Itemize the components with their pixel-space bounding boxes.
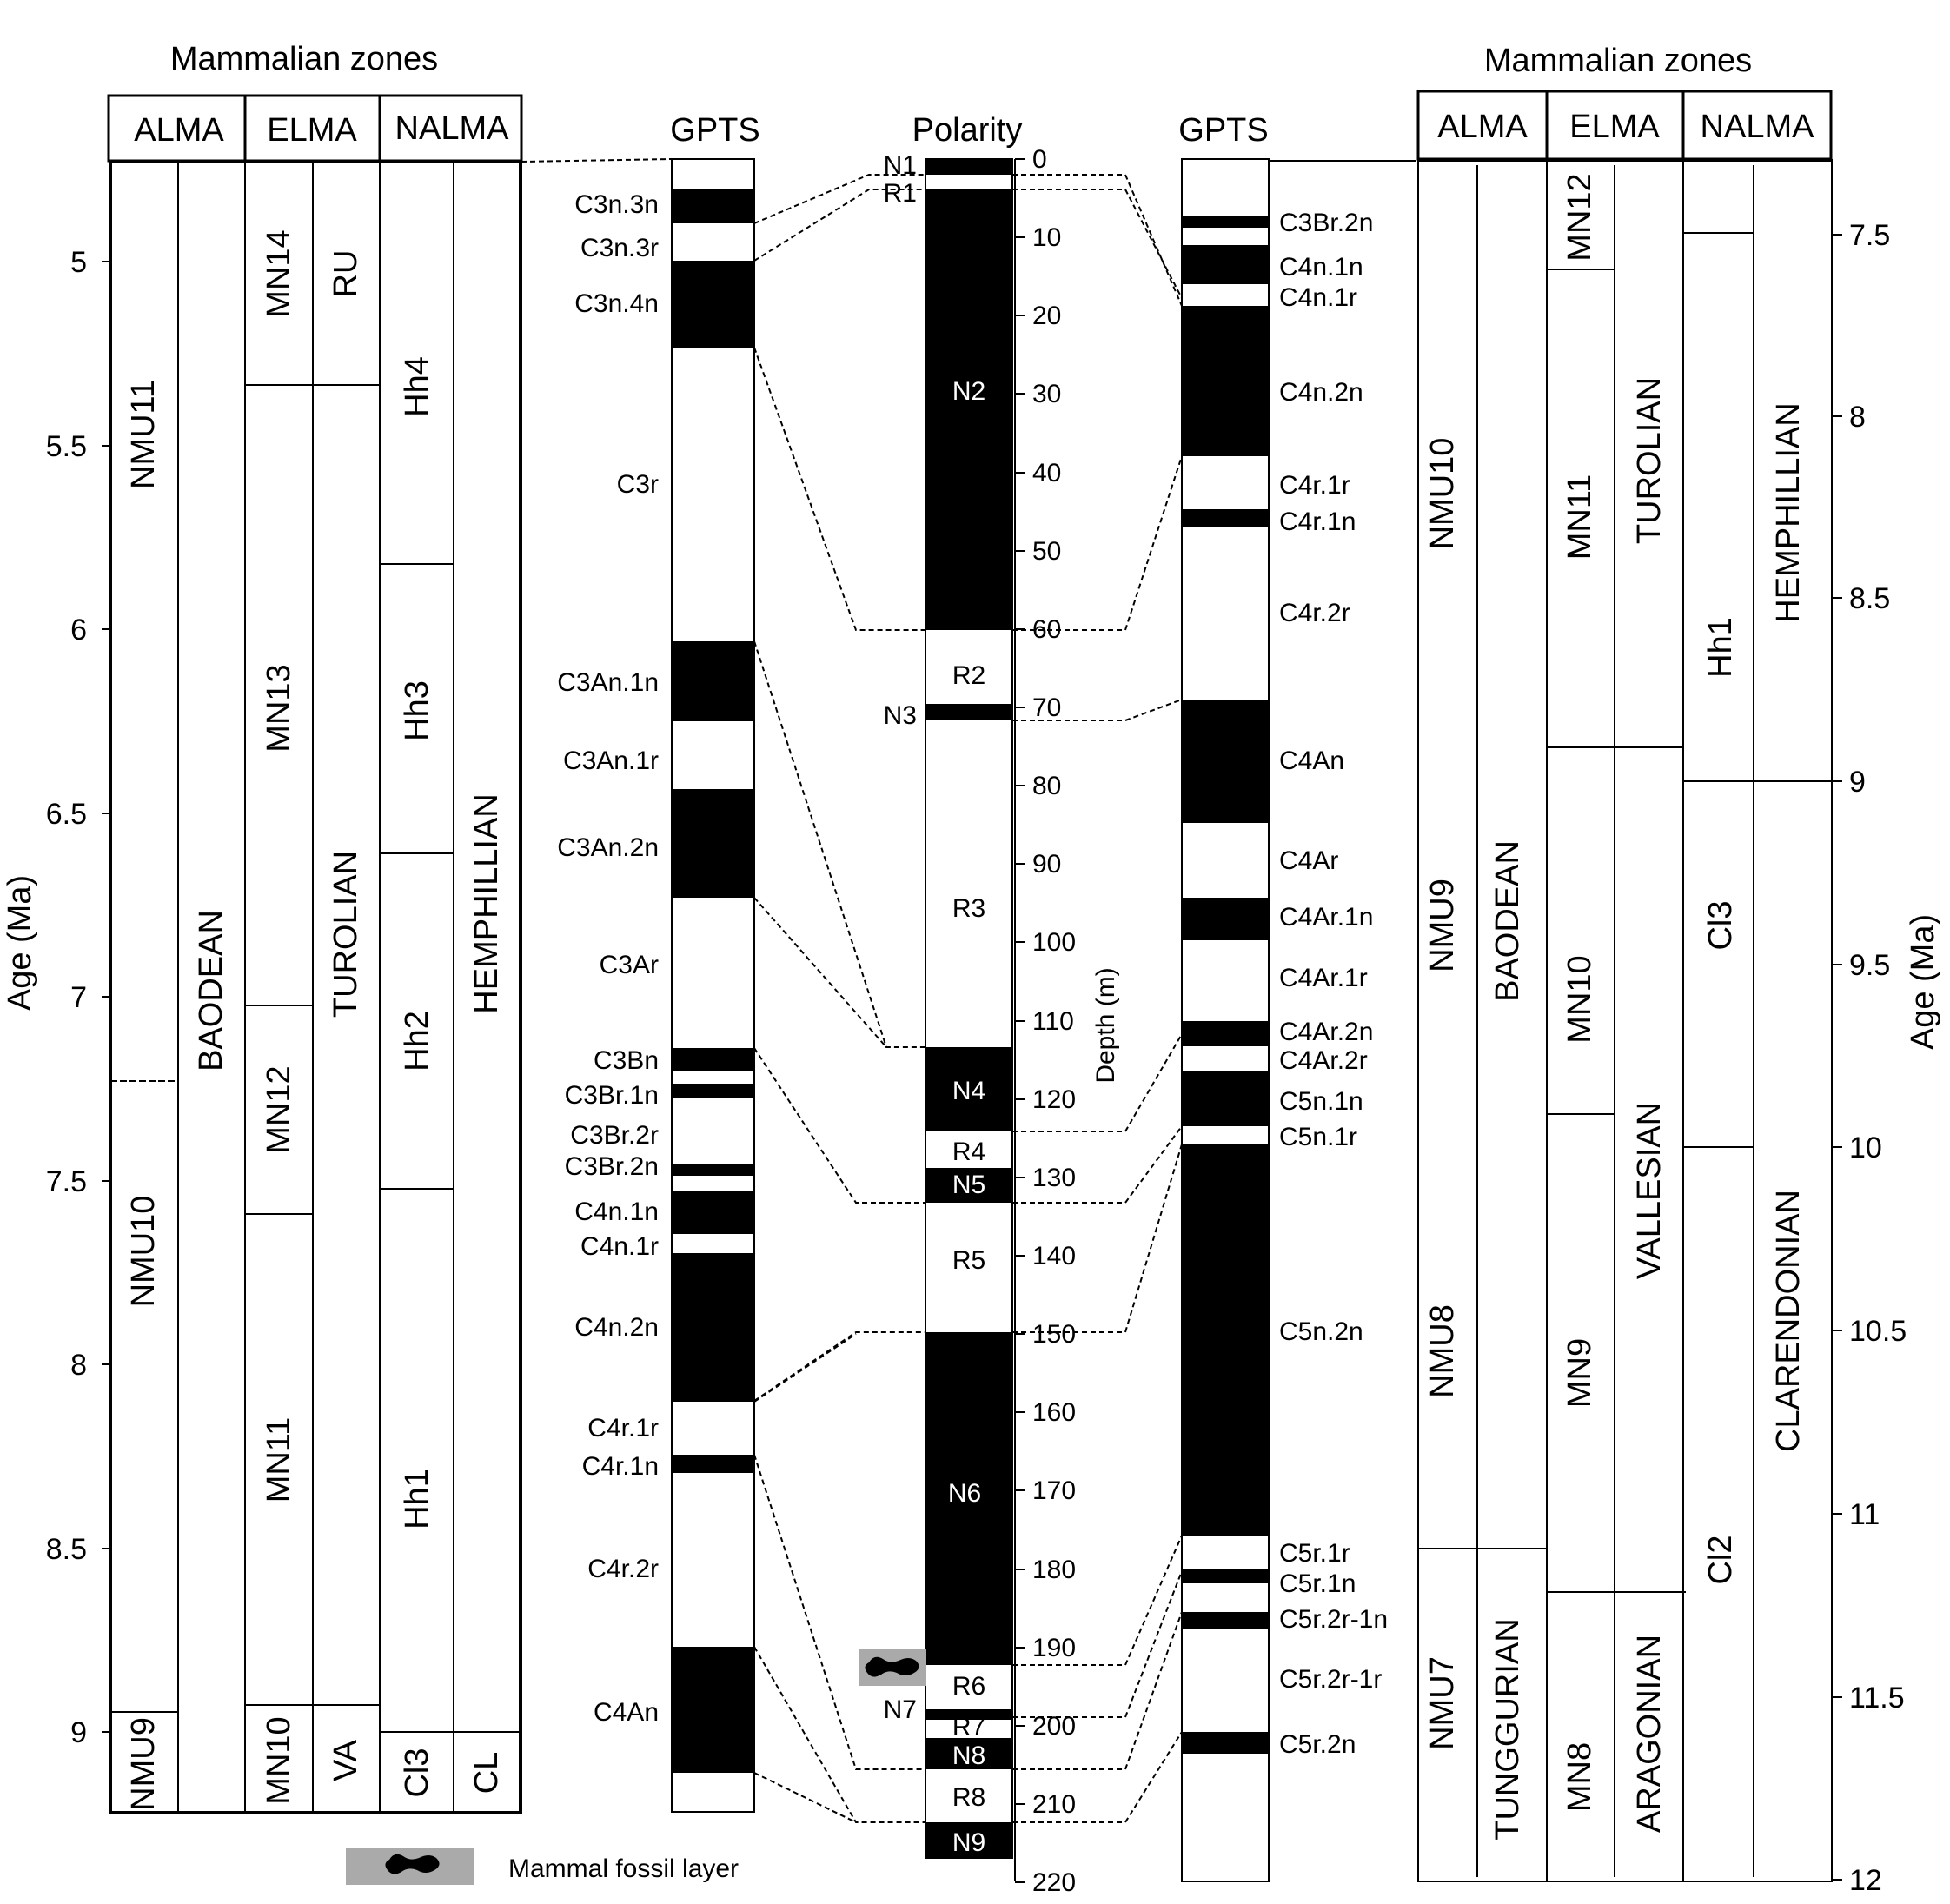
gpts-right-label: C5r.1r <box>1279 1539 1350 1568</box>
stage-cl: CL <box>468 1751 505 1795</box>
right-age-tick: 7.5 <box>1849 219 1891 252</box>
depth-tick: 0 <box>1032 145 1047 174</box>
chron-c3bn <box>672 1048 754 1071</box>
gpts-left-label: C3Br.2r <box>570 1121 659 1150</box>
depth-tick: 100 <box>1032 928 1077 957</box>
stage-hemphillian-left: HEMPHILLIAN <box>468 793 505 1014</box>
chron-c4r-1n <box>672 1455 754 1473</box>
right-header-nalma: NALMA <box>1700 109 1814 145</box>
polarity-label: R5 <box>952 1246 986 1275</box>
gpts-left-label: C3Br.2n <box>564 1152 659 1181</box>
zone-nmu9: NMU9 <box>125 1717 162 1811</box>
polarity-label: N4 <box>952 1077 986 1105</box>
depth-tick: 40 <box>1032 459 1062 488</box>
gpts-left-frame <box>672 159 754 1812</box>
chron-c3br-1n <box>672 1084 754 1098</box>
left-header-nalma: NALMA <box>395 110 509 147</box>
gpts-right-labels <box>1279 209 1388 1759</box>
polarity-label: N1 <box>883 151 917 180</box>
zone-nmu9-right: NMU9 <box>1424 879 1461 972</box>
chron-c4ar-1n-right <box>1182 898 1269 940</box>
chron-c4n-2n <box>672 1253 754 1402</box>
depth-tick: 190 <box>1032 1634 1077 1662</box>
gpts-left-label: C4r.2r <box>587 1555 659 1583</box>
chron-c4ar-2n-right <box>1182 1021 1269 1046</box>
chron-c5r-2n-right <box>1182 1732 1269 1754</box>
stage-clarendonian: CLARENDONIAN <box>1770 1190 1807 1452</box>
gpts-left-label: C3Br.1n <box>564 1081 659 1110</box>
legend-label: Mammal fossil layer <box>508 1854 740 1883</box>
left-age-tick-9: 9 <box>70 1716 87 1749</box>
depth-tick: 150 <box>1032 1320 1077 1349</box>
left-age-tick-6.5: 6.5 <box>45 798 87 831</box>
chron-c5r-1n-right <box>1182 1569 1269 1583</box>
zone-hh2: Hh2 <box>399 1011 435 1071</box>
depth-axis-label: Depth (m) <box>1091 967 1120 1084</box>
left-mammalian-zones <box>2 41 521 1813</box>
depth-tick: 210 <box>1032 1790 1077 1819</box>
polarity-column <box>859 112 1120 1897</box>
gpts-right-label: C5r.2r-1n <box>1279 1605 1389 1634</box>
zone-mn12: MN12 <box>261 1065 297 1154</box>
left-age-ticks <box>46 246 110 1749</box>
gpts-left-label: C3r <box>616 470 659 499</box>
right-axis-label: Age (Ma) <box>1905 913 1941 1051</box>
zone-nmu10-right: NMU10 <box>1424 437 1461 550</box>
chron-c3br-2n-right <box>1182 216 1269 228</box>
stage-tunggurian: TUNGGURIAN <box>1489 1618 1526 1841</box>
chron-c4n-1n <box>672 1191 754 1234</box>
left-age-tick-8: 8 <box>70 1349 87 1382</box>
stage-hemphillian-right: HEMPHILLIAN <box>1770 402 1807 623</box>
right-age-tick: 8.5 <box>1849 582 1891 615</box>
left-age-tick-8.5: 8.5 <box>45 1533 87 1566</box>
depth-tick: 110 <box>1032 1007 1074 1036</box>
polarity-label: N2 <box>952 377 986 406</box>
depth-ticks <box>1015 145 1076 1897</box>
zone-mn8-right: MN8 <box>1562 1741 1598 1813</box>
zone-mn10-right: MN10 <box>1562 955 1598 1044</box>
chron-c4r-1n-right <box>1182 509 1269 527</box>
chron-c3an-2n <box>672 789 754 898</box>
right-age-ticks <box>1832 219 1907 1897</box>
polarity-label: R8 <box>952 1783 986 1812</box>
depth-tick: 120 <box>1032 1085 1077 1114</box>
zone-mn13: MN13 <box>261 664 297 753</box>
gpts-right-label: C4An <box>1279 746 1345 775</box>
zone-mn14: MN14 <box>261 229 297 318</box>
depth-tick: 50 <box>1032 537 1062 566</box>
zone-nmu7-right: NMU7 <box>1424 1656 1461 1750</box>
left-panel-title: Mammalian zones <box>169 41 439 77</box>
gpts-right-label: C4r.2r <box>1279 599 1350 627</box>
depth-tick: 170 <box>1032 1476 1077 1505</box>
gpts-right-label: C3Br.2n <box>1279 209 1374 237</box>
left-axis-label: Age (Ma) <box>2 874 38 1012</box>
right-panel-title: Mammalian zones <box>1483 43 1753 79</box>
polarity-label: R6 <box>952 1672 986 1701</box>
gpts-right-label: C5r.2n <box>1279 1730 1356 1759</box>
gpts-left-label: C4n.1r <box>580 1232 659 1261</box>
gpts-right-label: C4Ar.1n <box>1279 903 1374 932</box>
gpts-right-label: C5n.1r <box>1279 1123 1358 1151</box>
left-header-alma: ALMA <box>134 112 224 149</box>
right-age-tick: 9 <box>1849 766 1866 799</box>
stage-turolian-right: TUROLIAN <box>1631 376 1668 545</box>
zone-mn9-right: MN9 <box>1562 1337 1598 1409</box>
gpts-right-label: C5n.1n <box>1279 1087 1363 1116</box>
left-age-tick-5.5: 5.5 <box>45 430 87 463</box>
zone-mn10: MN10 <box>261 1716 297 1805</box>
gpts-left-label: C4r.1r <box>587 1414 659 1443</box>
zone-cl3-right: Cl3 <box>1702 900 1739 951</box>
stage-vallesian: VALLESIAN <box>1631 1101 1668 1280</box>
gpts-left-label: C3n.3r <box>580 234 659 262</box>
zone-cl2-right: Cl2 <box>1702 1535 1739 1585</box>
polarity-n2 <box>925 189 1012 630</box>
gpts-right-label: C4Ar.1r <box>1279 964 1368 992</box>
stage-baodean: BAODEAN <box>193 910 229 1071</box>
chron-c5r-2r-1n-right <box>1182 1612 1269 1629</box>
right-header-elma: ELMA <box>1569 109 1660 145</box>
gpts-left-title: GPTS <box>670 112 760 149</box>
left-age-tick-7.5: 7.5 <box>45 1165 87 1198</box>
gpts-right-label: C4Ar.2n <box>1279 1018 1374 1046</box>
depth-tick: 200 <box>1032 1712 1077 1741</box>
chron-c4n-2n-right <box>1182 306 1269 456</box>
gpts-left-label: C3Bn <box>593 1046 659 1075</box>
chron-c4an-left <box>672 1647 754 1773</box>
gpts-left-label: C3Ar <box>599 951 659 979</box>
left-age-tick-7: 7 <box>70 981 87 1014</box>
gpts-right-label: C5n.2n <box>1279 1317 1363 1346</box>
gpts-right-label: C4r.1r <box>1279 471 1350 500</box>
polarity-title: Polarity <box>912 112 1023 149</box>
zone-mn12-right: MN12 <box>1562 173 1598 262</box>
depth-tick: 10 <box>1032 223 1062 252</box>
polarity-label: R3 <box>952 894 986 923</box>
zone-hh4: Hh4 <box>399 356 435 417</box>
gpts-left-label: C4An <box>593 1698 659 1727</box>
polarity-label: R1 <box>883 179 917 208</box>
gpts-left-label: C3An.1r <box>562 746 659 775</box>
zone-hh1: Hh1 <box>399 1469 435 1529</box>
depth-tick: 60 <box>1032 615 1062 644</box>
gpts-right-label: C4n.1r <box>1279 283 1358 312</box>
depth-tick: 180 <box>1032 1556 1077 1584</box>
gpts-right-label: C4Ar.2r <box>1279 1046 1368 1075</box>
gpts-right-label: C4n.2n <box>1279 378 1363 407</box>
polarity-label: R7 <box>952 1713 986 1741</box>
polarity-label: N3 <box>883 701 917 730</box>
gpts-right-label: C4r.1n <box>1279 508 1356 536</box>
right-age-tick: 8 <box>1849 401 1866 434</box>
gpts-left-column <box>557 112 759 1812</box>
depth-tick: 220 <box>1032 1868 1077 1897</box>
polarity-n3 <box>925 704 1012 720</box>
right-age-tick: 12 <box>1849 1864 1882 1897</box>
chron-c5n-2n-right <box>1182 1144 1269 1536</box>
left-age-tick-5: 5 <box>70 246 87 279</box>
gpts-right-title: GPTS <box>1178 112 1269 149</box>
polarity-label: N9 <box>952 1828 986 1857</box>
zone-nmu11: NMU11 <box>125 380 162 489</box>
depth-tick: 130 <box>1032 1164 1077 1192</box>
chron-c3an-1n <box>672 641 754 721</box>
depth-tick: 160 <box>1032 1398 1077 1427</box>
left-zone-box <box>110 162 521 1813</box>
zone-mn11-right: MN11 <box>1562 474 1598 561</box>
chron-c4an-right <box>1182 700 1269 823</box>
gpts-left-labels <box>557 190 659 1727</box>
depth-tick: 70 <box>1032 693 1062 722</box>
gpts-right-label: C5r.1n <box>1279 1569 1356 1598</box>
gpts-left-label: C3An.2n <box>557 833 659 862</box>
depth-tick: 140 <box>1032 1242 1077 1270</box>
gpts-right-label: C5r.2r-1r <box>1279 1665 1383 1694</box>
chron-c5n-1n-right <box>1182 1071 1269 1126</box>
depth-tick: 30 <box>1032 380 1062 408</box>
gpts-left-label: C3n.4n <box>574 289 659 318</box>
gpts-right-label: C4Ar <box>1279 846 1339 875</box>
gpts-left-label: C4r.1n <box>581 1452 659 1481</box>
chron-c3n-3n <box>672 189 754 223</box>
depth-tick: 80 <box>1032 772 1062 800</box>
gpts-left-label: C4n.2n <box>574 1313 659 1342</box>
gpts-left-label: C3An.1n <box>557 668 659 697</box>
zone-nmu8-right: NMU8 <box>1424 1304 1461 1398</box>
polarity-label: N7 <box>883 1695 917 1724</box>
chron-c4n-1n-right <box>1182 245 1269 284</box>
legend <box>346 1848 739 1885</box>
right-age-tick: 11 <box>1849 1498 1880 1531</box>
zone-mn11: MN11 <box>261 1416 297 1503</box>
right-header-alma: ALMA <box>1437 109 1528 145</box>
stage-va: VA <box>328 1740 364 1781</box>
stage-turolian-left: TUROLIAN <box>328 850 364 1018</box>
chron-c3n-4n <box>672 261 754 348</box>
stage-baodean-right: BAODEAN <box>1489 840 1526 1002</box>
right-age-tick: 11.5 <box>1849 1682 1905 1715</box>
chron-c3br-2n <box>672 1164 754 1176</box>
polarity-label: R2 <box>952 661 986 690</box>
gpts-left-label: C4n.1n <box>574 1197 659 1226</box>
stage-aragonian: ARAGONIAN <box>1631 1634 1668 1834</box>
right-age-tick: 10 <box>1849 1131 1882 1164</box>
right-mammalian-zones <box>1418 43 1941 1897</box>
polarity-n1 <box>925 159 1012 175</box>
right-age-tick: 10.5 <box>1849 1315 1907 1348</box>
gpts-left-label: C3n.3n <box>574 190 659 219</box>
stage-ru: RU <box>328 249 364 298</box>
polarity-label: N6 <box>947 1479 982 1508</box>
depth-tick: 20 <box>1032 302 1062 330</box>
depth-tick: 90 <box>1032 850 1062 879</box>
polarity-label: N8 <box>952 1741 986 1770</box>
gpts-right-column <box>1178 112 1416 1881</box>
zone-cl3: Cl3 <box>399 1748 435 1798</box>
gpts-right-label: C4n.1n <box>1279 253 1363 282</box>
left-header-elma: ELMA <box>267 112 357 149</box>
polarity-label: N5 <box>952 1171 986 1199</box>
right-age-tick: 9.5 <box>1849 949 1891 982</box>
zone-hh3: Hh3 <box>399 680 435 741</box>
zone-hh1-right: Hh1 <box>1702 617 1739 678</box>
zone-nmu10: NMU10 <box>125 1195 162 1308</box>
left-age-tick-6: 6 <box>70 614 87 647</box>
polarity-label: R4 <box>952 1138 986 1166</box>
